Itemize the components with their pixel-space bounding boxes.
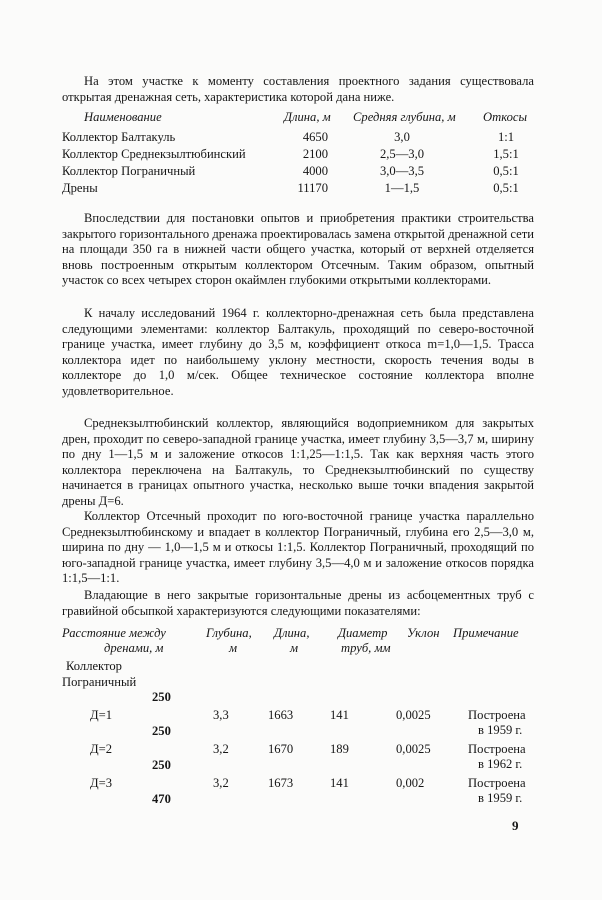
drain-slope: 0,0025 [396, 708, 431, 722]
cell-depth: 1—1,5 [384, 181, 420, 195]
header-diameter-unit: труб, мм [341, 641, 391, 655]
cell-slope: 1,5:1 [493, 147, 519, 161]
header-slope: Уклон [407, 626, 440, 640]
cell-length: 2100 [302, 147, 328, 161]
cell-slope: 0,5:1 [493, 181, 519, 195]
header-length: Длина, м [284, 110, 331, 124]
header-depth-unit: м [229, 641, 238, 655]
drain-name: Д=2 [90, 742, 112, 756]
drain-depth: 3,3 [213, 708, 229, 722]
cell-depth: 3,0 [394, 130, 410, 144]
header-distance-unit: дренами, м [104, 641, 164, 655]
drain-note: Построена [468, 708, 526, 722]
drain-diameter: 189 [330, 742, 349, 756]
drain-length: 1673 [268, 776, 294, 790]
collector-name: Пограничный [62, 675, 137, 689]
header-diameter: Диаметр [338, 626, 388, 640]
distance-value: 250 [152, 758, 171, 772]
header-slopes: Откосы [483, 110, 528, 124]
header-distance: Расстояние между [62, 626, 166, 640]
header-length: Длина, [274, 626, 310, 640]
paragraph-3-text: К началу исследований 1964 г. коллекторно-дренажная сеть была представлена следующими элементами: коллектор Балтакуль, проходящий по северо-восточной границе участка, имеет глубину до 3,5 м, коэффициент откоса m=1,0—1,5. Трасса коллектора идет по наибольшему уклону местности, скорость течения воды в коллекторе до 1,0 м/сек. Общее техническое состояние коллектора вполне удовлетворительное. [62, 306, 534, 398]
paragraph-6-text: Владающие в него закрытые горизонтальные дрены из асбоцементных труб с гравийной обсыпкой характеризуются следующими показателями: [62, 588, 534, 618]
drain-note-year: в 1962 г. [478, 757, 523, 771]
drain-note: Построена [468, 776, 526, 790]
drain-note-year: в 1959 г. [478, 791, 523, 805]
page-number: 9 [512, 818, 519, 833]
header-length-unit: м [290, 641, 299, 655]
paragraph-6 [62, 588, 534, 619]
drain-length: 1670 [268, 742, 294, 756]
paragraph-2-text: Впоследствии для постановки опытов и приобретения практики строительства закрытого горизонтального дренажа проектировалась замена открытой дренажной сети на площади 350 га в нижней части общего участка, который от верхней отделяется вновь построенным открытым коллектором Отсечным. Таким образом, опытный участок со всех четырех сторон окаймлен глубокими открытыми коллекторами. [62, 211, 534, 288]
header-name: Наименование [84, 110, 162, 124]
cell-length: 11170 [297, 181, 328, 195]
drain-slope: 0,0025 [396, 742, 431, 756]
cell-slope: 1:1 [497, 130, 515, 144]
cell-depth: 2,5—3,0 [379, 147, 425, 161]
drain-name: Д=3 [90, 776, 112, 790]
drain-slope: 0,002 [396, 776, 425, 790]
drain-note: Построена [468, 742, 526, 756]
cell-name: Коллектор Балтакуль [62, 130, 176, 144]
header-depth: Глубина, [206, 626, 252, 640]
paragraph-intro [62, 74, 534, 105]
cell-name: Коллектор Пограничный [62, 164, 196, 178]
drain-note-year: в 1959 г. [478, 723, 523, 737]
collector-label: Коллектор [66, 659, 122, 673]
paragraph-3 [62, 306, 534, 400]
drain-depth: 3,2 [213, 742, 229, 756]
paragraph-5 [62, 509, 534, 587]
cell-name: Коллектор Среднекзылтюбинский [62, 147, 246, 161]
cell-length: 4000 [302, 164, 328, 178]
cell-depth: 3,0—3,5 [379, 164, 425, 178]
distance-value: 250 [152, 690, 171, 704]
header-note: Примечание [453, 626, 519, 640]
paragraph-4-text: Среднекзылтюбинский коллектор, являющийся водоприемником для закрытых дрен, проходит по северо-западной границе участка, имеет глубину 3,5—3,7 м, ширину по дну 1—1,5 м и заложение откосов 1:1,25—1:1,5. Так как верхняя часть этого коллектора переключена на Балтакуль, то Среднекзылтюбинский по существу начинается в границах опытного участка, несколько выше точки впадения закрытой дрены Д=6. [62, 416, 534, 508]
cell-length: 4650 [302, 130, 328, 144]
paragraph-intro-text: На этом участке к моменту составления проектного задания существовала открытая дренажная сеть, характеристика которой дана ниже. [62, 74, 534, 104]
paragraph-4 [62, 416, 534, 510]
cell-name: Дрены [62, 181, 98, 195]
distance-value: 250 [152, 724, 171, 738]
drain-diameter: 141 [330, 708, 349, 722]
drain-length: 1663 [268, 708, 294, 722]
drain-name: Д=1 [90, 708, 112, 722]
distance-value: 470 [152, 792, 171, 806]
cell-slope: 0,5:1 [493, 164, 519, 178]
drain-diameter: 141 [330, 776, 349, 790]
header-depth: Средняя глубина, м [353, 110, 456, 124]
paragraph-5-text: Коллектор Отсечный проходит по юго-восточной границе участка параллельно Среднекзылтюбинскому и впадает в коллектор Пограничный, глубина его 2,5—3,0 м, ширина по дну — 1,0—1,5 м и откосы 1:1,5. Коллектор Пограничный, проходящий по юго-западной границе участка, имеет глубину 3,5—4,0 м и заложение откосов порядка 1:1,5—1:1. [62, 509, 534, 586]
paragraph-2 [62, 211, 534, 289]
drain-depth: 3,2 [213, 776, 229, 790]
